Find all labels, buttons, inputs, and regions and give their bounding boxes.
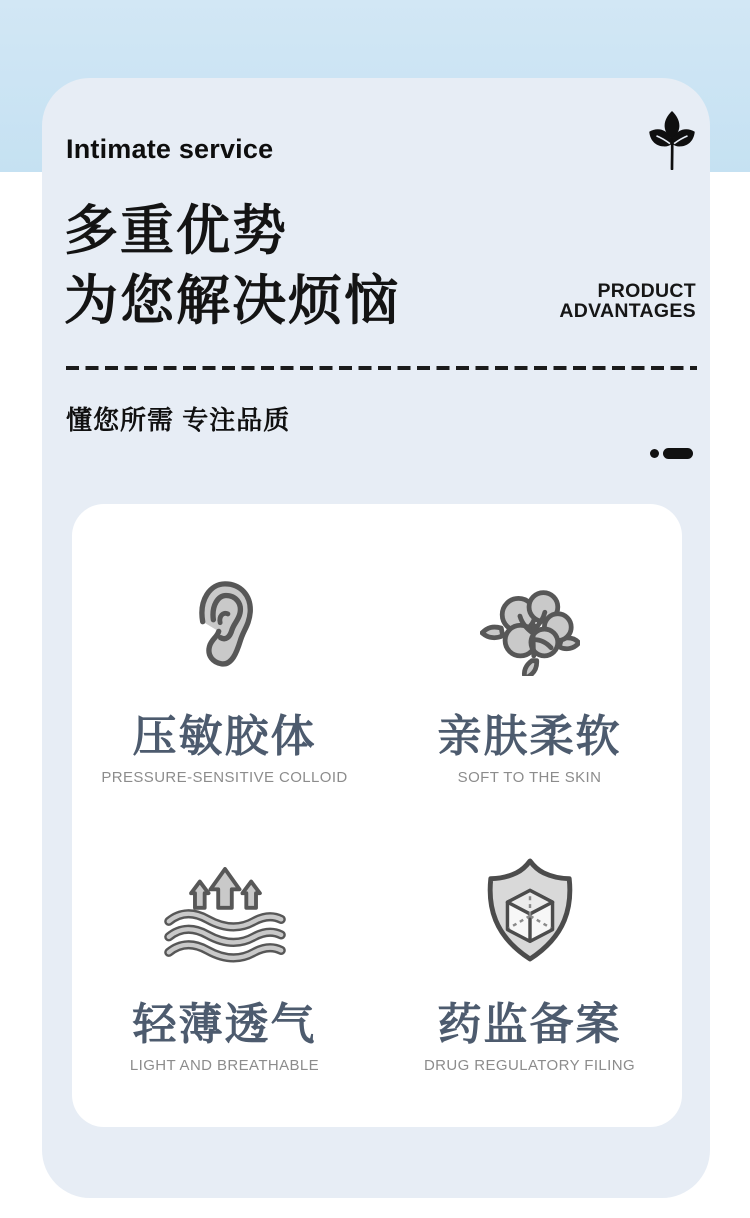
hero-aside-label <box>559 281 696 321</box>
feature-panel <box>72 504 682 1127</box>
hero-title-line2: 为您解决烦恼 <box>64 271 400 331</box>
hero-title <box>64 196 400 336</box>
leaf-icon <box>646 110 698 170</box>
feature-soft-skin <box>377 504 682 810</box>
feature-title: 亲肤柔软 <box>437 712 622 761</box>
feature-breathable <box>72 810 377 1127</box>
feature-subtitle: DRUG REGULATORY FILING <box>423 1057 636 1074</box>
breathable-icon <box>163 862 287 964</box>
dashed-divider <box>66 366 697 370</box>
service-label: Intimate service <box>66 134 274 164</box>
tagline: 懂您所需 专注品质 <box>66 405 291 435</box>
cotton-icon <box>480 578 580 676</box>
feature-subtitle: PRESSURE-SENSITIVE COLLOID <box>101 769 348 786</box>
ear-icon <box>193 578 257 676</box>
shield-cube-icon <box>481 862 579 964</box>
hero-aside-line1: PRODUCT <box>597 280 696 302</box>
feature-subtitle: SOFT TO THE SKIN <box>457 769 602 786</box>
feature-pressure-sensitive <box>72 504 377 810</box>
hero-title-line1: 多重优势 <box>64 201 288 261</box>
feature-regulatory <box>377 810 682 1127</box>
advantages-card <box>42 78 710 1198</box>
accent-dot <box>650 449 659 458</box>
feature-subtitle: LIGHT AND BREATHABLE <box>129 1057 320 1074</box>
feature-title: 压敏胶体 <box>132 712 317 761</box>
accent-bar <box>663 448 693 459</box>
feature-title: 轻薄透气 <box>132 1000 317 1049</box>
feature-title: 药监备案 <box>437 1000 622 1049</box>
hero-aside-line2: ADVANTAGES <box>559 300 696 322</box>
